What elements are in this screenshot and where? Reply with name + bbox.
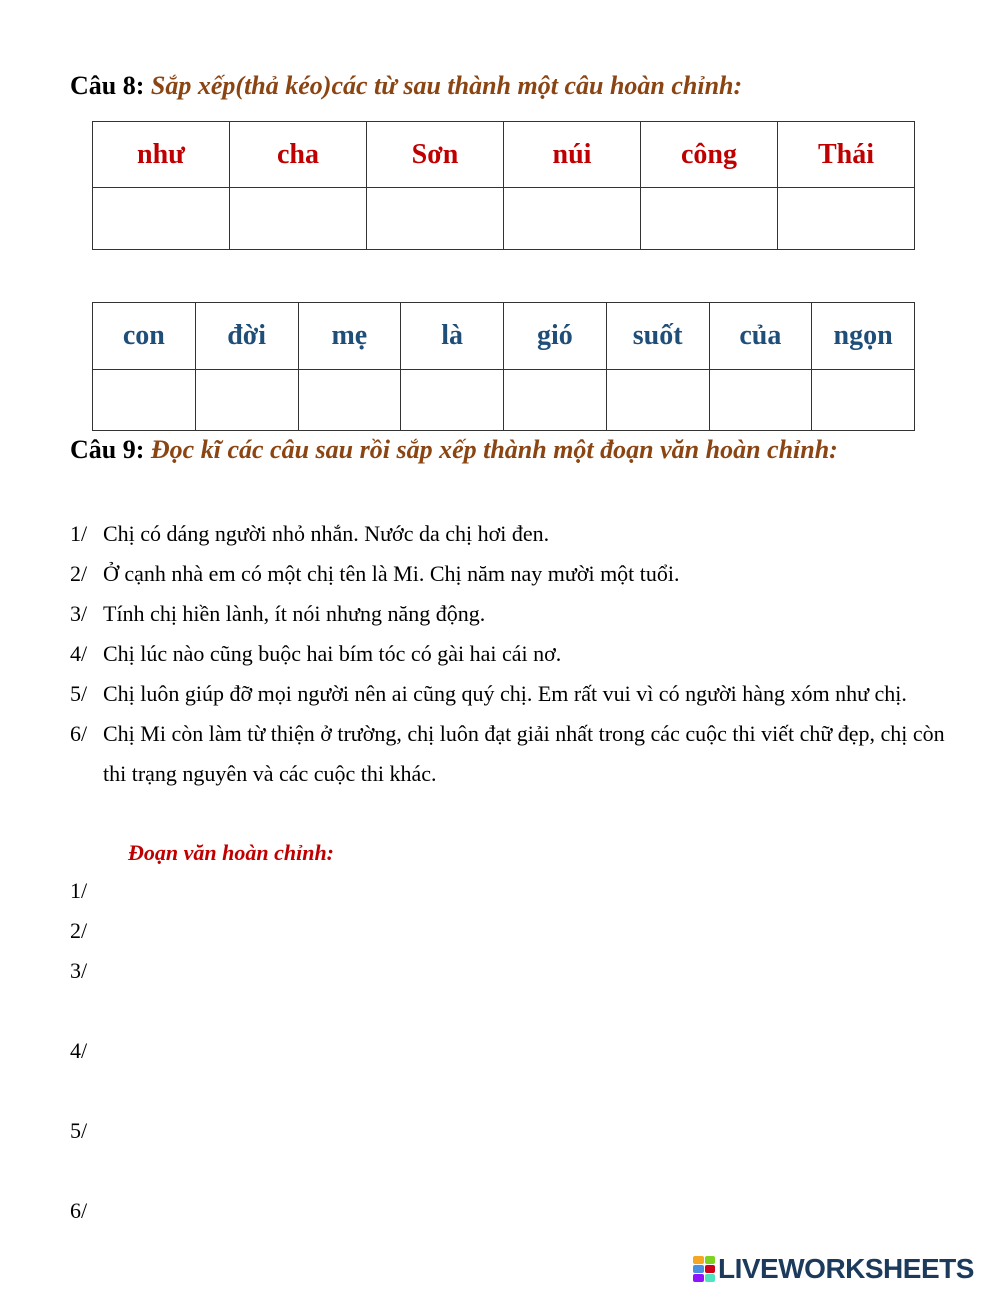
logo-block [693,1265,704,1273]
logo-block [705,1256,716,1264]
sentence-item [70,594,950,634]
logo-block [693,1274,704,1282]
word-tile[interactable]: đời [195,303,298,370]
sentence-text: Ở cạnh nhà em có một chị tên là Mi. Chị năm nay mười một tuổi. [103,561,680,586]
answer-number: 3/ [70,958,88,983]
answer-number: 4/ [70,1038,88,1063]
drop-slot[interactable] [504,370,607,431]
word-table-2 [92,302,915,431]
sentence-item [70,514,950,554]
sentence-number: 4/ [70,641,88,666]
question-instruction: Sắp xếp(thả kéo)các từ sau thành một câu hoàn chỉnh: [150,71,743,100]
sentence-number: 5/ [70,681,88,706]
drop-slot[interactable] [812,370,915,431]
word-table-1 [92,121,915,250]
word-tile[interactable]: cha [230,122,367,188]
word-tile[interactable]: Thái [778,122,915,188]
answer-number: 5/ [70,1118,88,1143]
answer-number: 1/ [70,878,88,903]
logo-text: LIVEWORKSHEETS [718,1253,974,1284]
question-9-heading [70,432,930,468]
drop-slot[interactable] [93,188,230,250]
logo-block [705,1274,716,1282]
drop-slot[interactable] [778,188,915,250]
sentence-number: 2/ [70,561,88,586]
drop-slot[interactable] [401,370,504,431]
word-tile[interactable]: suốt [606,303,709,370]
drop-slot[interactable] [709,370,812,431]
word-tile[interactable]: công [641,122,778,188]
sentence-list [70,514,950,794]
sentence-text: Chị lúc nào cũng buộc hai bím tóc có gài hai cái nơ. [103,641,562,666]
sentence-item [70,554,950,594]
sentence-item [70,674,950,714]
sentence-text: Chị Mi còn làm từ thiện ở trường, chị luôn đạt giải nhất trong các cuộc thi viết chữ đẹp, chị còn thi trạng nguyên và các cuộc thi khác. [103,721,945,786]
sentence-text: Chị luôn giúp đỡ mọi người nên ai cũng quý chị. Em rất vui vì có người hàng xóm như chị. [103,681,907,706]
drop-slot[interactable] [195,370,298,431]
sentence-number: 6/ [70,721,88,746]
sentence-text: Tính chị hiền lành, ít nói nhưng năng động. [103,601,486,626]
answer-number: 2/ [70,918,88,943]
logo-block [693,1256,704,1264]
word-tile[interactable]: Sơn [367,122,504,188]
sentence-text: Chị có dáng người nhỏ nhắn. Nước da chị hơi đen. [103,521,550,546]
word-tile[interactable]: núi [504,122,641,188]
sentence-number: 3/ [70,601,88,626]
drop-slot[interactable] [367,188,504,250]
question-label: Câu 8: [70,71,145,100]
paragraph-title: Đoạn văn hoàn chỉnh: [128,840,335,865]
answer-number: 6/ [70,1198,88,1223]
drop-slot[interactable] [606,370,709,431]
drop-slot[interactable] [230,188,367,250]
word-tile[interactable]: của [709,303,812,370]
drop-slot[interactable] [93,370,196,431]
sentence-number: 1/ [70,521,88,546]
word-tile[interactable]: con [93,303,196,370]
drop-slot[interactable] [504,188,641,250]
logo-block [705,1265,716,1273]
drop-slot[interactable] [298,370,401,431]
sentence-item [70,714,950,794]
question-label: Câu 9: [70,435,145,464]
logo-icon [693,1256,715,1282]
word-tile[interactable]: gió [504,303,607,370]
word-tile[interactable]: ngọn [812,303,915,370]
drop-slot[interactable] [641,188,778,250]
word-tile[interactable]: là [401,303,504,370]
liveworksheets-logo [693,1251,974,1287]
word-tile[interactable]: như [93,122,230,188]
word-tile[interactable]: mẹ [298,303,401,370]
question-instruction: Đọc kĩ các câu sau rồi sắp xếp thành một đoạn văn hoàn chỉnh: [150,435,838,464]
sentence-item [70,634,950,674]
question-8-heading [70,68,742,104]
